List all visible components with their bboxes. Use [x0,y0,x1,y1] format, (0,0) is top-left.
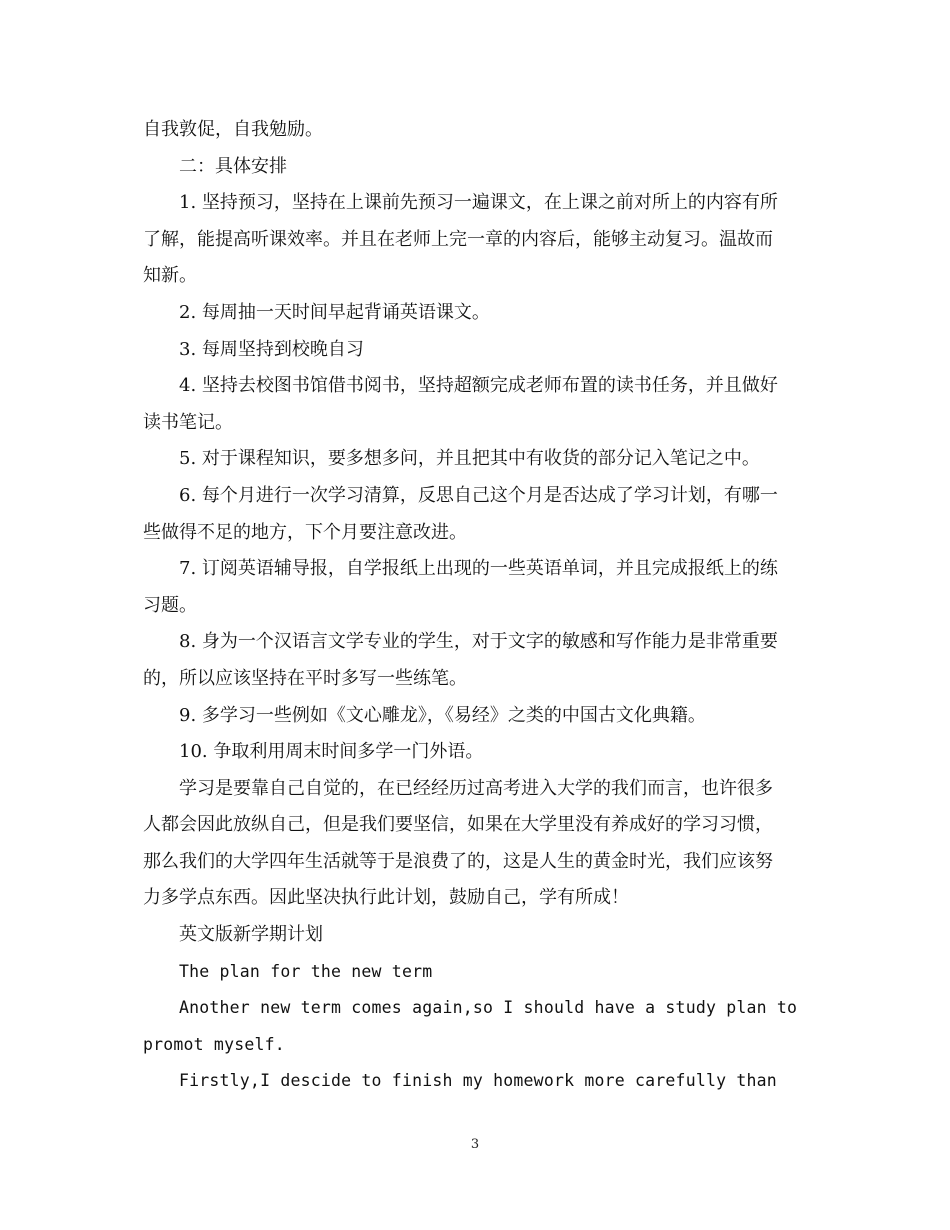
text-line: 自我敦促，自我勉励。 [143,119,323,140]
text-line: 习题。 [143,594,197,616]
section-heading: 英文版新学期计划 [179,924,323,946]
text-line: 4. 坚持去校图书馆借书阅书，坚持超额完成老师布置的读书任务，并且做好 [179,375,778,397]
text-line: 力多学点东西。因此坚决执行此计划，鼓励自己，学有所成！ [143,887,629,909]
text-line: 知新。 [143,265,197,287]
text-line: 6. 每个月进行一次学习清算，反思自己这个月是否达成了学习计划，有哪一 [179,484,778,506]
text-line: 10. 争取利用周末时间多学一门外语。 [179,741,484,763]
text-line: 读书笔记。 [143,411,233,433]
text-line: 2. 每周抽一天时间早起背诵英语课文。 [179,301,490,323]
page-number: 3 [470,1137,480,1152]
text-line: 3. 每周坚持到校晚自习 [179,338,364,360]
text-line: 的，所以应该坚持在平时多写一些练笔。 [143,667,467,689]
english-text-line: Firstly,I descide to finish my homework more carefully than [179,1071,777,1091]
text-line: 1. 坚持预习，坚持在上课前先预习一遍课文，在上课之前对所上的内容有所 [179,192,778,214]
text-line: 那么我们的大学四年生活就等于是浪费了的，这是人生的黄金时光，我们应该努 [143,850,773,872]
text-line: 了解，能提高听课效率。并且在老师上完一章的内容后，能够主动复习。温故而 [143,228,773,250]
english-title: The plan for the new term [179,961,433,981]
text-line: 人都会因此放纵自己，但是我们要坚信，如果在大学里没有养成好的学习习惯， [143,814,773,836]
text-line: 7. 订阅英语辅导报，自学报纸上出现的一些英语单词，并且完成报纸上的练 [179,558,778,580]
text-line: 学习是要靠自己自觉的，在已经经历过高考进入大学的我们而言，也许很多 [179,777,773,799]
text-line: 些做得不足的地方，下个月要注意改进。 [143,521,467,543]
section-heading: 二：具体安排 [179,155,287,177]
text-line: 5. 对于课程知识，要多想多问，并且把其中有收货的部分记入笔记之中。 [179,448,760,470]
english-text-line: Another new term comes again,so I should have a study plan to [179,998,798,1018]
english-text-line: promot myself. [143,1034,285,1054]
text-line: 8. 身为一个汉语言文学专业的学生，对于文字的敏感和写作能力是非常重要 [179,631,778,653]
document-body [143,112,811,1100]
text-line: 9. 多学习一些例如《文心雕龙》，《易经》之类的中国古文化典籍。 [179,704,706,726]
